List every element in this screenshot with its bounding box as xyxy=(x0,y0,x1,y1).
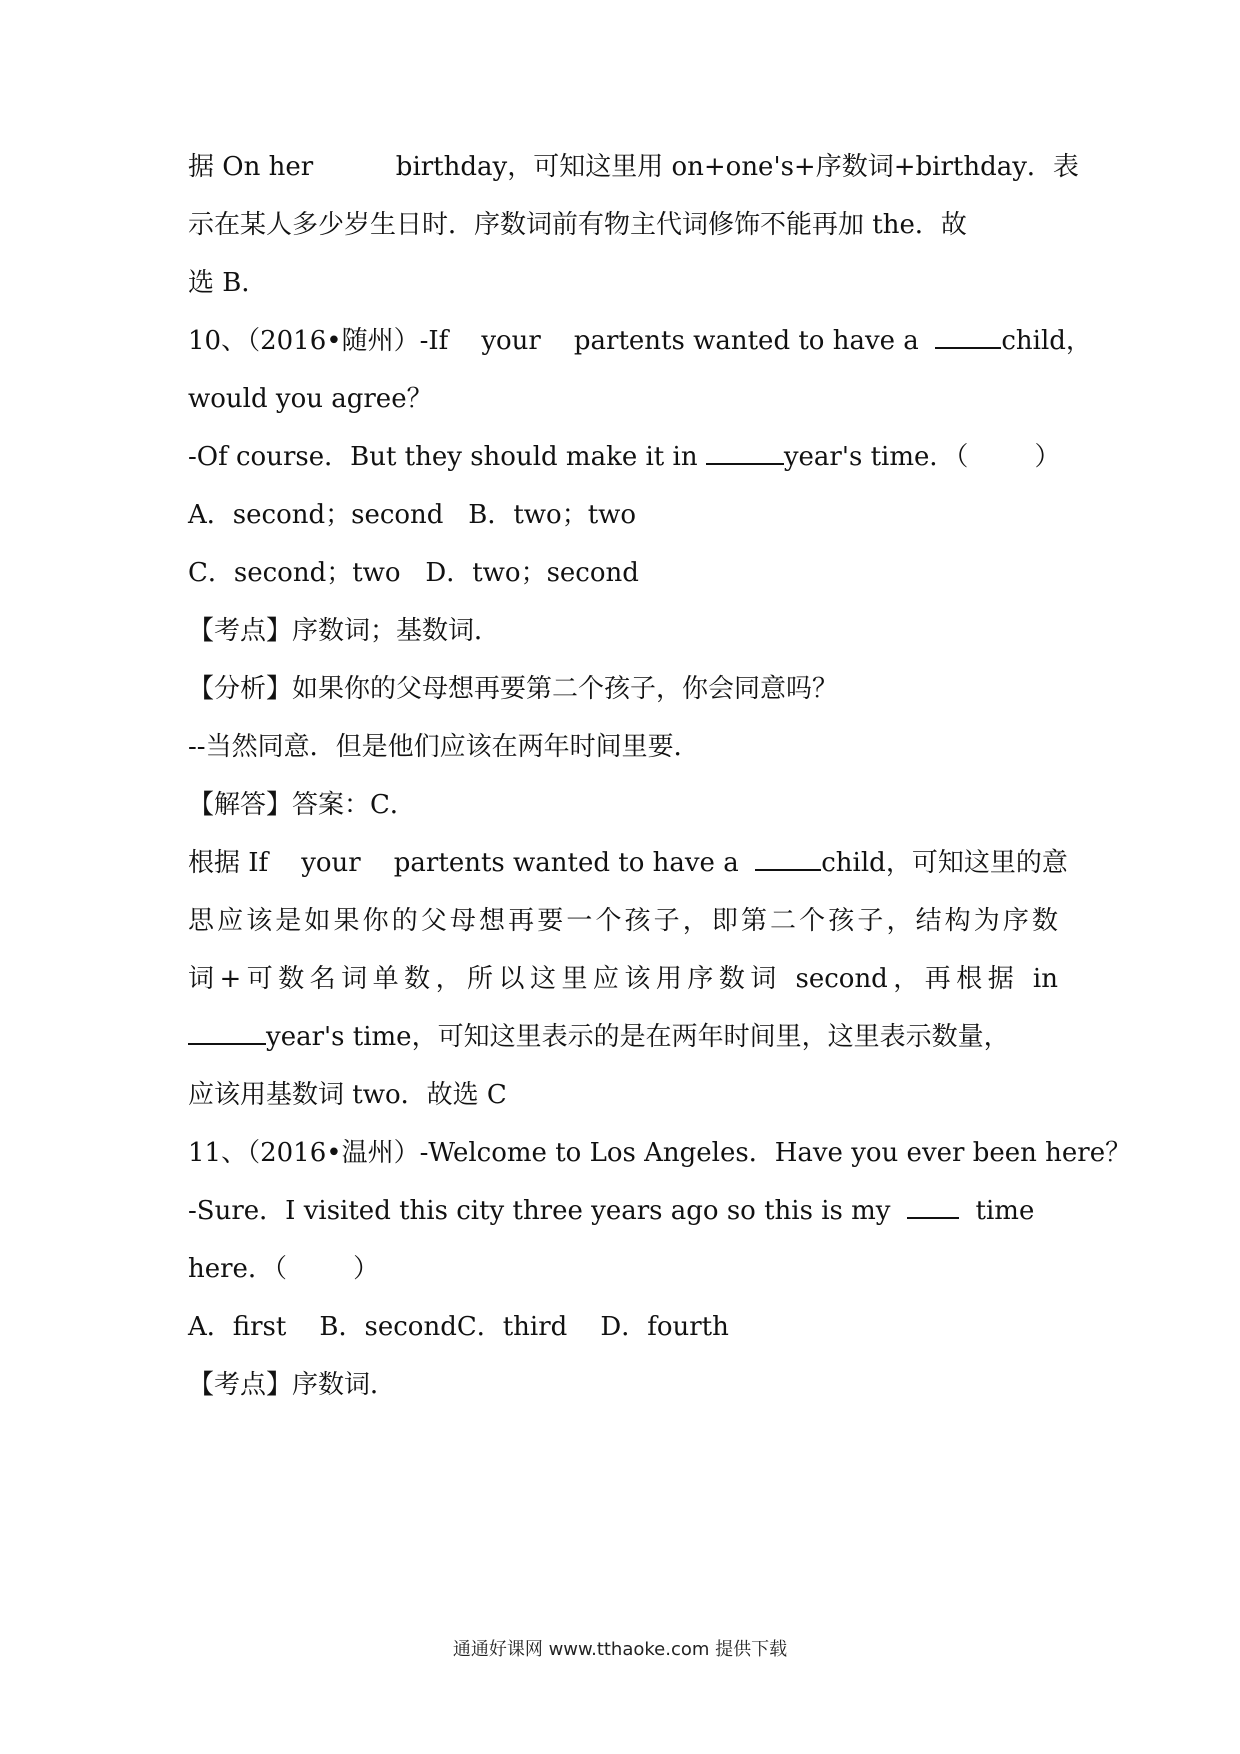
text-line: 选 B． xyxy=(188,268,268,298)
answer-blank xyxy=(706,441,784,465)
answer-blank xyxy=(755,847,821,871)
text-line: --当然同意．但是他们应该在两年时间里要． xyxy=(188,732,700,762)
option-line: A．second；second B．two；two xyxy=(188,500,637,530)
text-line: 思应该是如果你的父母想再要一个孩子，即第二个孩子，结构为序数 xyxy=(188,906,1058,936)
text-line: 示在某人多少岁生日时．序数词前有物主代词修饰不能再加 the．故 xyxy=(188,210,967,240)
explanation-line xyxy=(188,1020,1058,1054)
question-11-reply xyxy=(188,1194,1058,1228)
answer-blank xyxy=(935,325,1001,349)
text-segment: year's time，可知这里表示的是在两年时间里，这里表示数量， xyxy=(266,1022,1010,1052)
text-segment: 10、（2016•随州）-If your partents wanted to have a xyxy=(188,326,919,356)
text-segment: time xyxy=(975,1196,1035,1226)
text-segment: child， xyxy=(1001,326,1092,356)
text-segment: year's time．（ ） xyxy=(783,442,1061,472)
answer-blank xyxy=(188,1021,266,1045)
question-10-reply xyxy=(188,440,1061,474)
text-segment: -Of course．But they should make it in xyxy=(188,442,698,472)
point-label: 【考点】序数词． xyxy=(188,1370,397,1400)
page-footer: 通通好课网 www.tthaoke.com 提供下载 xyxy=(452,1639,788,1660)
text-line: 词+可数名词单数，所以这里应该用序数词 second，再根据 in xyxy=(188,964,1058,994)
question-10-stem xyxy=(188,324,1092,358)
text-line: 应该用基数词 two．故选 C xyxy=(188,1080,507,1110)
text-segment: -Sure．I visited this city three years ago so this is my xyxy=(188,1196,891,1226)
text-segment: child，可知这里的意 xyxy=(821,848,1068,878)
answer-blank xyxy=(907,1195,959,1219)
text-line: would you agree？ xyxy=(188,384,433,414)
option-line: A．first B．secondC．third D．fourth xyxy=(188,1312,729,1342)
text-segment: 根据 If your partents wanted to have a xyxy=(188,848,739,878)
analysis-label: 【分析】如果你的父母想再要第二个孩子，你会同意吗？ xyxy=(188,674,839,704)
answer-label: 【解答】答案：C． xyxy=(188,790,416,820)
text-line: 据 On her birthday，可知这里用 on+one's+序数词+birthday．表 xyxy=(188,152,1079,182)
point-label: 【考点】序数词；基数词． xyxy=(188,616,501,646)
explanation-line xyxy=(188,846,1068,880)
question-11-stem: 11、（2016•温州）-Welcome to Los Angeles．Have you ever been here？ xyxy=(188,1138,1132,1168)
option-line: C．second；two D．two；second xyxy=(188,558,639,588)
text-line: here．（ ） xyxy=(188,1254,380,1284)
